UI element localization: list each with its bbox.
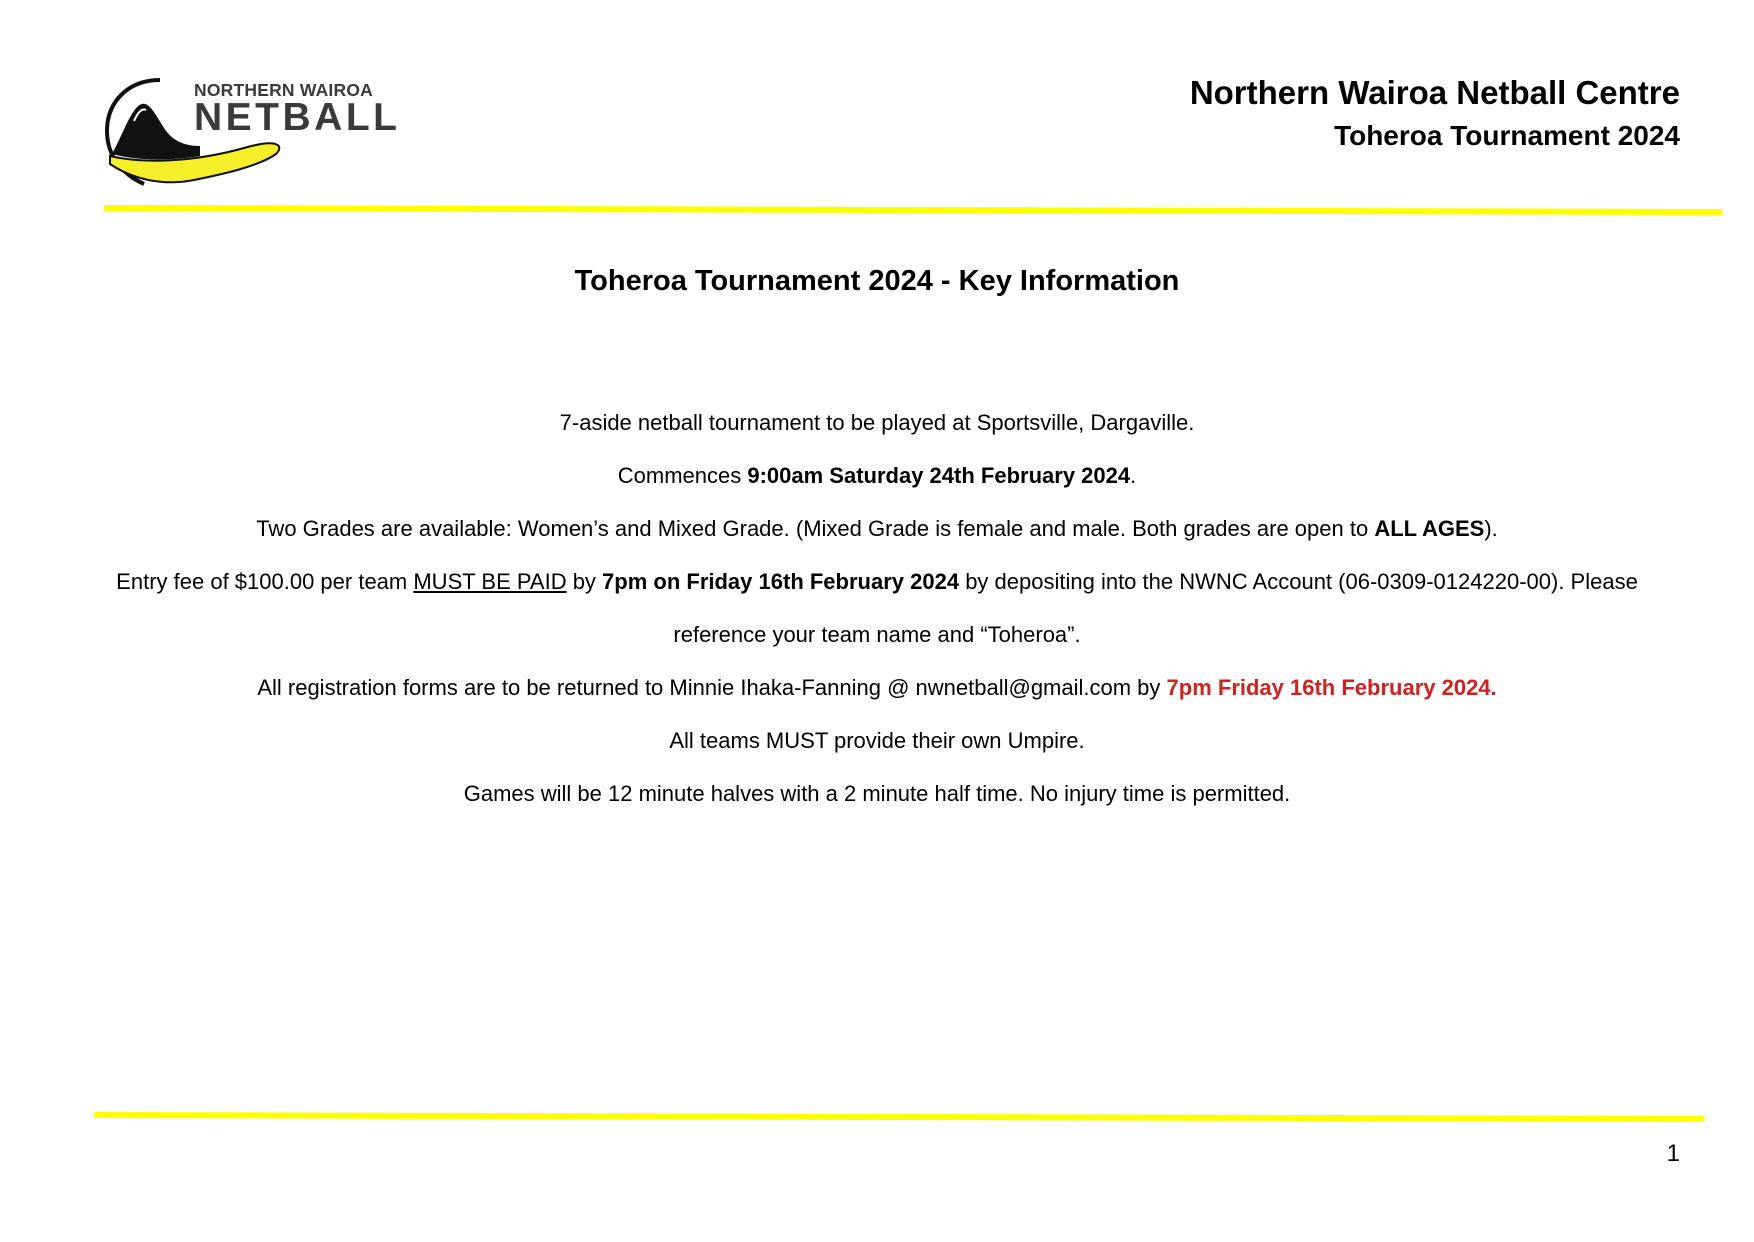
page-title: Toheroa Tournament 2024 - Key Information xyxy=(574,265,1180,297)
logo-line1: NORTHERN WAIROA xyxy=(194,80,373,100)
info-grades: Two Grades are available: Women’s and Mixed Grade. (Mixed Grade is female and male. Both grades are open to ALL AGES). xyxy=(256,516,1498,541)
info-registration: All registration forms are to be returned to Minnie Ihaka-Fanning @ nwnetball@gmail.com by 7pm Friday 16th February 2024. xyxy=(257,675,1497,700)
info-entry-fee: Entry fee of $100.00 per team MUST BE PAID by 7pm on Friday 16th February 2024 by depositing into the NWNC Account (06-0309-0124220-00). Please reference your team name and “Toheroa”. xyxy=(116,569,1638,647)
page-number: 1 xyxy=(1666,1140,1680,1167)
info-venue: 7-aside netball tournament to be played at Sportsville, Dargaville. xyxy=(559,410,1195,435)
info-start: Commences 9:00am Saturday 24th February 2024. xyxy=(617,463,1137,488)
tournament-name: Toheroa Tournament 2024 xyxy=(1334,120,1680,151)
organization-name: Northern Wairoa Netball Centre xyxy=(1189,74,1680,111)
key-information xyxy=(70,396,1684,820)
top-divider xyxy=(104,203,1724,217)
logo xyxy=(104,76,401,191)
logo-line2: NETBALL xyxy=(194,96,401,139)
info-game-format: Games will be 12 minute halves with a 2 minute half time. No injury time is permitted. xyxy=(463,781,1291,806)
info-umpire: All teams MUST provide their own Umpire. xyxy=(669,728,1085,753)
bottom-divider xyxy=(94,1110,1714,1124)
